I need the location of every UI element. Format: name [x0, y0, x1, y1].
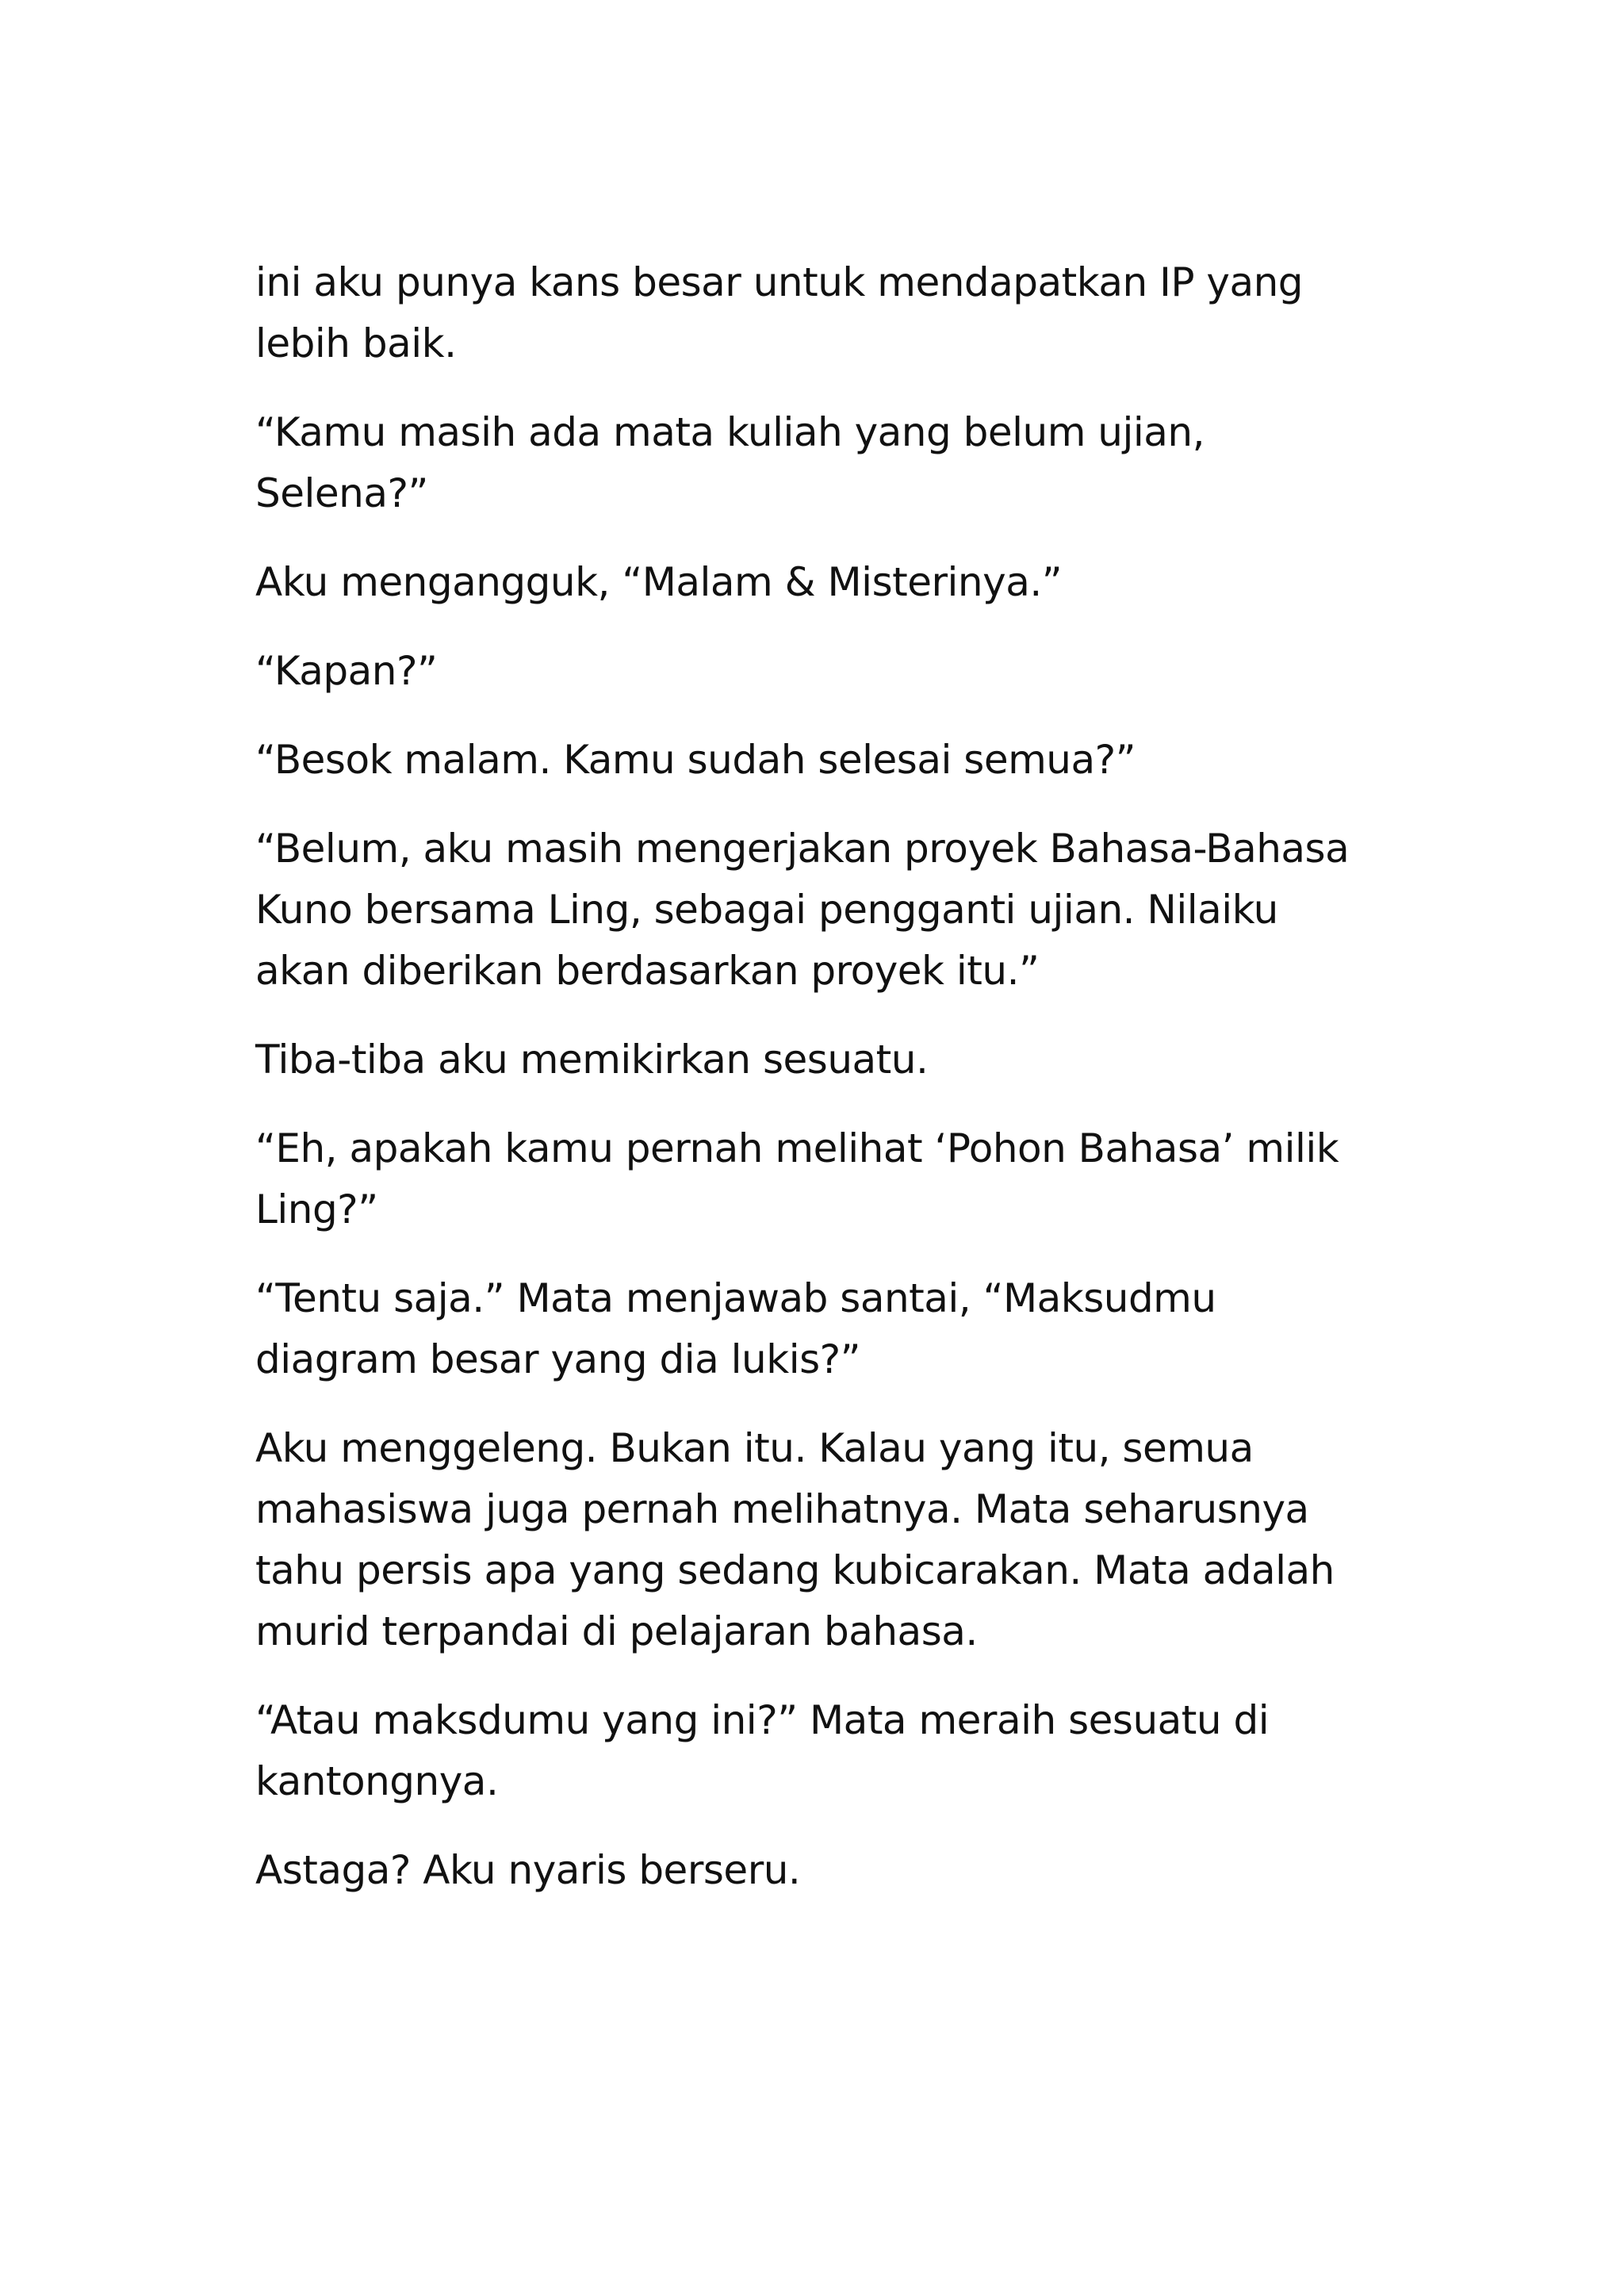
paragraph: “Tentu saja.” Mata menjawab santai, “Maksudmu diagram besar yang dia lukis?”: [255, 1275, 1216, 1382]
paragraph: “Eh, apakah kamu pernah melihat ‘Pohon Bahasa’ milik Ling?”: [255, 1125, 1339, 1232]
paragraph: Tiba-tiba aku memikirkan sesuatu.: [255, 1037, 929, 1083]
body-text: [255, 252, 1381, 1929]
paragraph: Aku menggeleng. Bukan itu. Kalau yang itu, semua mahasiswa juga pernah melihatnya. Mata seharusnya tahu persis apa yang sedang kubicarakan. Mata adalah murid terpandai di pelajaran bahasa.: [255, 1425, 1335, 1654]
paragraph: “Besok malam. Kamu sudah selesai semua?”: [255, 737, 1136, 783]
paragraph: “Atau maksdumu yang ini?” Mata meraih sesuatu di kantongnya.: [255, 1697, 1270, 1804]
paragraph: “Kamu masih ada mata kuliah yang belum ujian, Selena?”: [255, 409, 1205, 516]
paragraph: ini aku punya kans besar untuk mendapatkan IP yang lebih baik.: [255, 259, 1304, 366]
paragraph: “Belum, aku masih mengerjakan proyek Bahasa-Bahasa Kuno bersama Ling, sebagai pengganti ujian. Nilaiku akan diberikan berdasarkan proyek itu.”: [255, 826, 1350, 994]
paragraph: Astaga? Aku nyaris berseru.: [255, 1847, 801, 1893]
paragraph: Aku mengangguk, “Malam & Misterinya.”: [255, 559, 1063, 605]
paragraph: “Kapan?”: [255, 648, 438, 694]
